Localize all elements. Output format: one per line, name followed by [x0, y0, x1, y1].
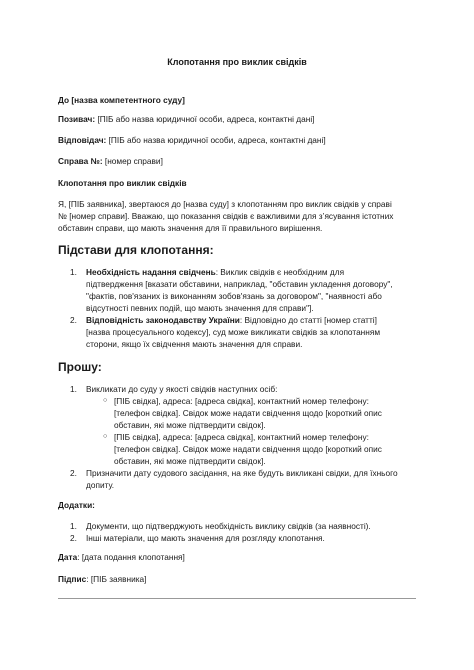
attachments-heading: Додатки: [58, 500, 95, 510]
item-number: 1. [70, 521, 77, 531]
request-heading: Прошу: [58, 360, 102, 374]
date-line [58, 551, 418, 563]
item-number: 1. [70, 384, 77, 394]
signature-label: Підпис [58, 574, 87, 584]
item-bold-lead: Необхідність надання свідчень [86, 267, 216, 277]
intro-line: № [номер справи]. Вважаю, що показання свідків є важливими для з’ясування істотних [58, 211, 394, 221]
attachment-item [70, 532, 418, 544]
item-text: : Виклик свідків є необхідним для [215, 267, 345, 277]
court-line: До [назва компетентного суду] [58, 95, 185, 105]
item-text: підтвердження [вказати обставини, наприклад, "обставин укладення договору", [86, 279, 393, 289]
defendant-value: [ПІБ або назва юридичної особи, адреса, контактні дані] [106, 135, 326, 145]
grounds-item [70, 314, 418, 350]
item-text: Інші матеріали, що мають значення для розгляду клопотання. [86, 533, 325, 543]
plaintiff-value: [ПІБ або назва юридичної особи, адреса, контактні дані] [95, 114, 315, 124]
hollow-bullet-icon: ○ [103, 433, 108, 440]
case-number-line [58, 155, 418, 167]
item-bold-lead: Відповідність законодавству України [86, 315, 240, 325]
request-item [70, 383, 418, 395]
intro-line: обставин справи, що мають значення для її правильного вирішення. [58, 223, 323, 233]
item-text: сторони, якщо їх свідчення мають значення для справи. [86, 339, 303, 349]
intro-line: Я, [ПІБ заявника], звертаюся до [назва суду] з клопотанням про виклик свідків у справі [58, 199, 392, 209]
plaintiff-line [58, 113, 418, 125]
witness-line: [ПІБ свідка], адреса: [адреса свідка], контактний номер телефону: [114, 432, 369, 442]
grounds-item [70, 266, 418, 314]
item-text: Призначити дату судового засідання, на яке будуть викликані свідки, для їхнього [86, 468, 398, 478]
case-value: [номер справи] [102, 156, 163, 166]
section-subtitle: Клопотання про виклик свідків [58, 178, 187, 188]
grounds-heading: Підстави для клопотання: [58, 243, 214, 257]
item-number: 1. [70, 267, 77, 277]
witness-line: обставин, які може підтвердити свідок]. [114, 420, 266, 430]
case-label: Справа №: [58, 156, 103, 166]
item-text: : Відповідно до статті [номер статті] [239, 315, 377, 325]
witness-line: обставин, які може підтвердити свідок]. [114, 456, 266, 466]
defendant-line [58, 134, 418, 146]
witness-line: [телефон свідка]. Свідок може надати свідчення щодо [короткий опис [114, 444, 382, 454]
witness-line: [ПІБ свідка], адреса: [адреса свідка], контактний номер телефону: [114, 396, 369, 406]
item-text: [назва процесуального кодексу], суд може викликати свідків за клопотанням [86, 327, 381, 337]
item-text: допиту. [86, 480, 115, 490]
signature-value: : [ПІБ заявника] [86, 574, 147, 584]
witness-line: [телефон свідка]. Свідок може надати свідчення щодо [короткий опис [114, 408, 382, 418]
witness-item [103, 431, 418, 467]
document-title: Клопотання про виклик свідків [167, 57, 307, 67]
item-text: відсутності певних подій, що мають значення для справи"]. [86, 303, 314, 313]
defendant-label: Відповідач: [58, 135, 107, 145]
date-value: : [дата подання клопотання] [77, 552, 185, 562]
signature-line [58, 573, 418, 585]
request-item [70, 467, 418, 491]
bottom-divider [58, 598, 416, 599]
witness-item [103, 395, 418, 431]
intro-paragraph [58, 198, 418, 234]
date-label: Дата [58, 552, 78, 562]
item-text: Документи, що підтверджують необхідність виклику свідків (за наявності). [86, 521, 371, 531]
item-number: 2. [70, 468, 77, 478]
item-number: 2. [70, 315, 77, 325]
attachment-item [70, 520, 418, 532]
item-number: 2. [70, 533, 77, 543]
item-text: Викликати до суду у якості свідків наступних осіб: [86, 384, 278, 394]
hollow-bullet-icon: ○ [103, 397, 108, 404]
plaintiff-label: Позивач: [58, 114, 96, 124]
item-text: "фактів, пов'язаних із виконанням зобов'язань за договором", "наявності або [86, 291, 382, 301]
